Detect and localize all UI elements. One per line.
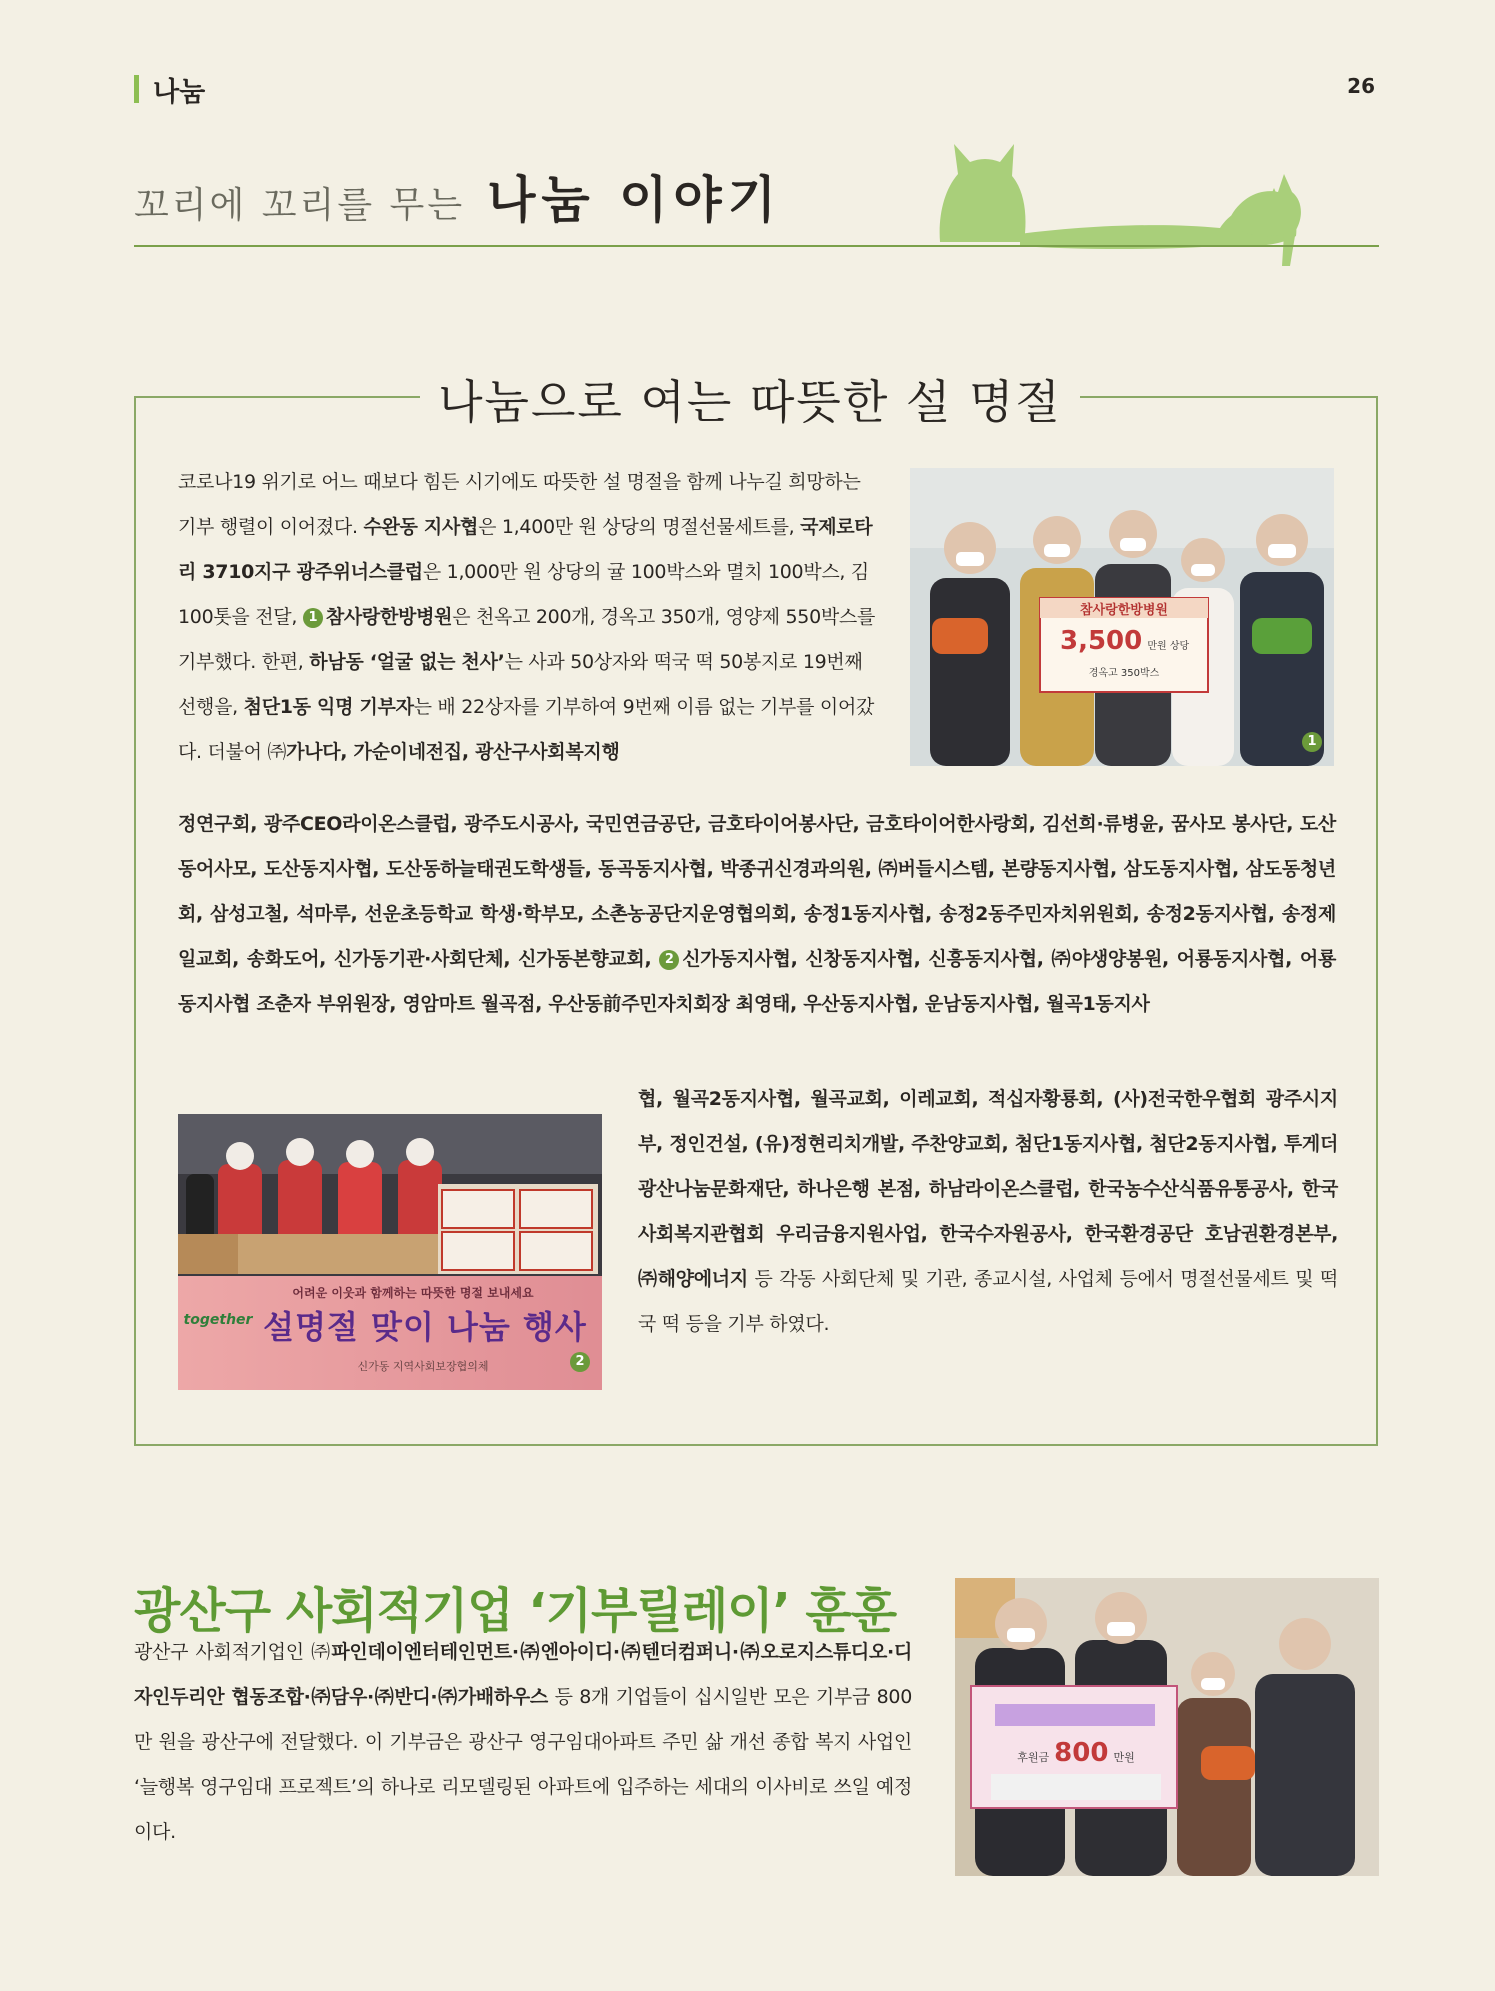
series-subtitle: 꼬리에 꼬리를 무는 <box>134 185 466 226</box>
bold-text: 국제로타리 3710지구 광주위너스클럽 <box>178 516 873 583</box>
sign-title: 참사랑한방병원 <box>1080 603 1168 618</box>
banner-top-text: 어려운 이웃과 함께하는 따뜻한 명절 보내세요 <box>292 1286 534 1300</box>
banner-brand: together <box>183 1312 253 1328</box>
banner-bottom-text: 신가동 지역사회보장협의체 <box>357 1360 489 1373</box>
bold-text: 참사랑한방병원 <box>325 606 453 628</box>
sign-unit: 만원 <box>1113 1751 1135 1764</box>
header-rule <box>134 245 1379 247</box>
sign-amount-line <box>991 1738 1161 1768</box>
photo-ref-badge-2: 2 <box>659 950 679 970</box>
bold-text: 수완동 지사협 <box>363 516 479 538</box>
article2-title: 광산구 사회적기업 ‘기부릴레이’ 훈훈 <box>134 1583 897 1639</box>
sign-amount-line <box>1060 626 1188 656</box>
photo-social-illustration <box>955 1578 1379 1876</box>
bold-text: 첨단1동 익명 기부자 <box>243 696 414 718</box>
text: 은 1,400만 원 상당의 명절선물세트를, <box>478 516 801 538</box>
article2-paragraph <box>134 1630 912 1855</box>
bold-text: 협, 월곡2동지사협, 월곡교회, 이레교회, 적십자황룡회, (사)전국한우협회 광주시지부, 정인건설, (유)정현리치개발, 주찬양교회, 첨단1동지사협, 첨단2동지사협, 투게더광산나눔문화재단, 하나은행 본점, 하남라이온스클럽, 한국농수산식품유통공사, 한국사회복지관협회 우리금융지원사업, 한국수자원공사, 한국환경공단 호남권환경본부, ㈜해양에너지 <box>638 1088 1338 1290</box>
text: 는 배 22상자를 기부하여 9번째 이름 없는 기부를 이어갔다. 더불어 ㈜ <box>178 696 875 763</box>
text: 코로나19 위기로 어느 때보다 힘든 시기에도 따뜻한 설 명절을 함께 나누길 희망하는 기부 행렬이 이어졌다. <box>178 471 861 538</box>
article1-paragraph-2 <box>178 802 1336 1027</box>
section-label: 나눔 <box>153 76 206 108</box>
series-title <box>134 160 782 232</box>
photo-hospital-donation <box>910 468 1334 766</box>
cats-illustration <box>930 138 1310 278</box>
photo-event-illustration <box>178 1114 602 1390</box>
text: 은 천옥고 200개, 경옥고 350개, 영양제 550박스를 기부했다. 한편, <box>178 606 876 673</box>
text: 는 사과 50상자와 떡국 떡 50봉지로 19번째 선행을, <box>178 651 863 718</box>
page-number: 26 <box>1347 74 1375 98</box>
text: 은 1,000만 원 상당의 귤 100박스와 멸치 100박스, 김 100톳을 전달, <box>178 561 869 628</box>
article1-title-wrap <box>420 366 1080 432</box>
bold-text: 가나다, 가순이네전집, 광산구사회복지행 <box>286 741 620 763</box>
text: 등 각동 사회단체 및 기관, 종교시설, 사업체 등에서 명절선물세트 및 떡국 떡 등을 기부 하였다. <box>638 1268 1338 1335</box>
sign-amount: 3,500 <box>1060 626 1143 656</box>
section-tag <box>134 72 205 106</box>
sign-note: 경옥고 350박스 <box>1088 668 1160 679</box>
banner-main-text: 설명절 맞이 나눔 행사 <box>263 1308 587 1346</box>
sign-label: 후원금 <box>1017 1751 1050 1764</box>
photo-holiday-event <box>178 1114 602 1390</box>
series-main-title: 나눔 이야기 <box>487 171 783 229</box>
section-bar <box>134 75 139 103</box>
article1-paragraph-3 <box>638 1077 1338 1347</box>
bold-text: 신가동지사협, 신창동지사협, 신흥동지사협, ㈜야생양봉원, 어룡동지사협, 어룡동지사협 조춘자 부위원장, 영암마트 월곡점, 우산동前주민자치회장 최영태, 우산동지사협, 운남동지사협, 월곡1동지사 <box>178 948 1337 1015</box>
text: 등 8개 기업들이 십시일반 모은 기부금 800만 원을 광산구에 전달했다. 이 기부금은 광산구 영구임대아파트 주민 삶 개선 종합 복지 사업인 ‘늘행복 영구임대 프로젝트’의 하나로 리모델링된 아파트에 입주하는 세대의 이사비로 쓰일 예정이다. <box>134 1686 912 1843</box>
photo-ref-badge-1: 1 <box>303 608 323 628</box>
photo-badge-2: 2 <box>570 1352 590 1372</box>
photo-badge-1: 1 <box>1302 732 1322 752</box>
bold-text: 하남동 ‘얼굴 없는 천사’ <box>309 651 505 673</box>
text: 광산구 사회적기업인 ㈜ <box>134 1641 332 1663</box>
bold-text: 파인데이엔터테인먼트·㈜엔아이디·㈜텐더컴퍼니·㈜오로지스튜디오·디자인두리안 협동조합·㈜담우·㈜반디·㈜가배하우스 <box>134 1641 913 1708</box>
bold-text: 정연구회, 광주CEO라이온스클럽, 광주도시공사, 국민연금공단, 금호타이어봉사단, 금호타이어한사랑회, 김선희·류병윤, 꿈사모 봉사단, 도산동어사모, 도산동지사협, 도산동하늘태권도학생들, 동곡동지사협, 박종귀신경과의원, ㈜버들시스템, 본량동지사협, 삼도동지사협, 삼도동청년회, 삼성고철, 석마루, 선운초등학교 학생·학부모, 소촌농공단지운영협의회, 송정1동지사협, 송정2동주민자치위원회, 송정2동지사협, 송정제일교회, 송화도어, 신가동기관·사회단체, 신가동본향교회, <box>178 813 1336 970</box>
article1-paragraph-1 <box>178 460 878 775</box>
photo-social-enterprise-donation <box>955 1578 1379 1876</box>
sign-amount: 800 <box>1054 1738 1109 1768</box>
article1-title: 나눔으로 여는 따뜻한 설 명절 <box>438 375 1062 429</box>
sign-unit: 만원 상당 <box>1147 641 1190 652</box>
